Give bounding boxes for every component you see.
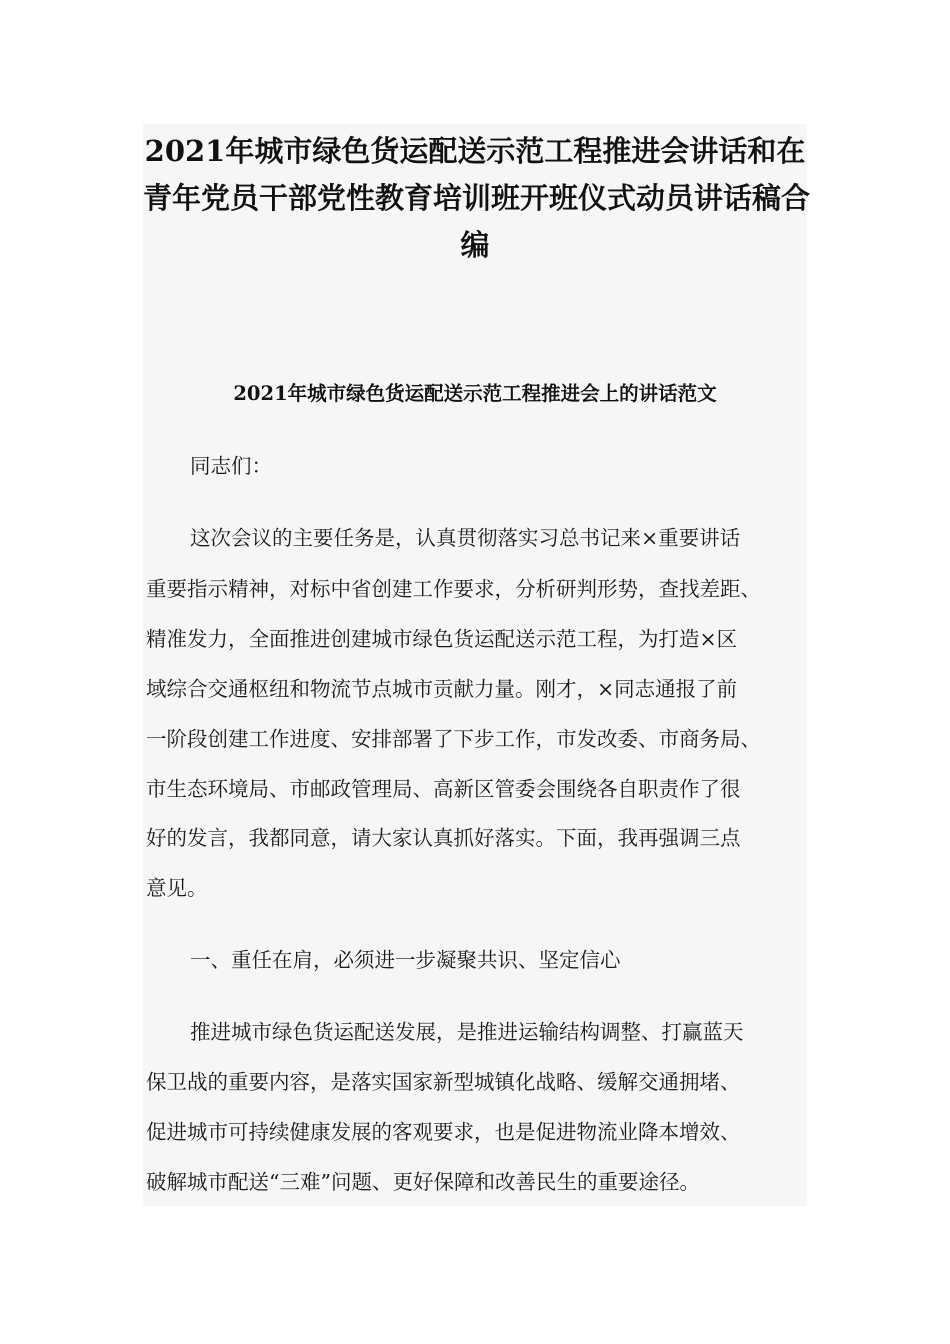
paragraph-1-line-5: 一阶段创建工作进度、安排部署了下步工作，市发改委、市商务局、 [146,727,761,751]
section-title: 2021年城市绿色货运配送示范工程推进会上的讲话范文 [233,382,717,405]
paragraph-1-line-4: 域综合交通枢纽和物流节点城市贡献力量。刚才，×同志通报了前 [146,677,738,701]
paragraph-2-line-3: 促进城市可持续健康发展的客观要求，也是促进物流业降本增效、 [146,1120,741,1144]
document-title [143,128,811,269]
paragraph-2-line-2: 保卫战的重要内容，是落实国家新型城镇化战略、缓解交通拥堵、 [146,1070,741,1094]
paragraph-2-line-4: 破解城市配送“三难”问题、更好保障和改善民生的重要途径。 [146,1170,700,1194]
paragraph-1-line-8: 意见。 [146,876,208,900]
paragraph-1-line-7: 好的发言，我都同意，请大家认真抓好落实。下面，我再强调三点 [146,826,741,850]
paragraph-2-line-1: 推进城市绿色货运配送发展，是推进运输结构调整、打赢蓝天 [190,1020,744,1044]
heading-1: 一、重任在肩，必须进一步凝聚共识、坚定信心 [190,948,621,972]
title-line-3: 编 [460,228,490,262]
paragraph-1-line-3: 精准发力，全面推进创建城市绿色货运配送示范工程，为打造×区 [146,627,738,651]
salutation: 同志们： [190,454,272,478]
paragraph-1-line-2: 重要指示精神，对标中省创建工作要求，分析研判形势，查找差距、 [146,577,761,601]
title-line-1: 2021年城市绿色货运配送示范工程推进会讲话和在 [144,134,806,168]
title-line-2: 青年党员干部党性教育培训班开班仪式动员讲话稿合 [143,181,811,215]
paragraph-1-line-1: 这次会议的主要任务是，认真贯彻落实习总书记来×重要讲话 [190,526,741,550]
paragraph-1-line-6: 市生态环境局、市邮政管理局、高新区管委会围绕各自职责作了很 [146,777,741,801]
